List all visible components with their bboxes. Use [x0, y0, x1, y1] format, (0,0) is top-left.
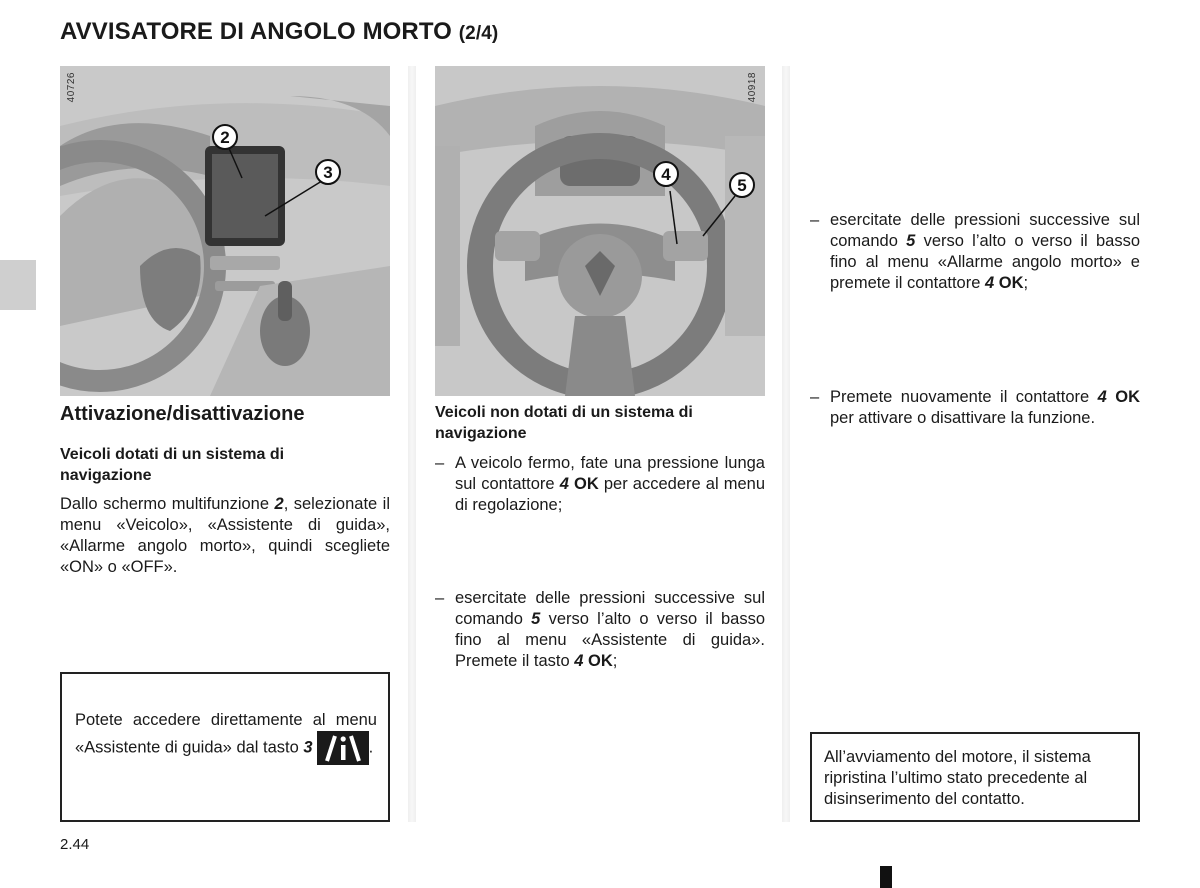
section-tab — [0, 260, 36, 310]
list-item: – esercitate delle pressioni successive sul comando 5 verso l’alto o verso il basso fino al menu «Assistente di guida». Premete il tasto 4 OK; — [435, 589, 765, 670]
figure-code: 40918 — [747, 72, 758, 103]
column-separator — [408, 66, 416, 822]
svg-text:2: 2 — [220, 128, 230, 147]
callout-5 — [730, 173, 754, 197]
note-box-shortcut — [60, 672, 390, 822]
thumb-marker — [880, 866, 892, 888]
callout-2 — [213, 125, 237, 149]
page-number: 2.44 — [60, 836, 90, 853]
paragraph-nav: Dallo schermo multifunzione 2, selezionate il menu «Veicolo», «Assistente di guida», «Allarme angolo morto», quindi scegliete «ON» o «OFF». — [60, 495, 391, 576]
callout-3 — [316, 160, 340, 184]
list-item: – Premete nuovamente il contattore 4 OK per attivare o disattivare la funzione. — [810, 388, 1140, 427]
note-text: Potete accedere direttamente al menu «Assistente di guida» dal tasto 3 . — [75, 710, 377, 765]
subheading-without-nav: Veicoli non dotati di un sistema di navigazione — [435, 404, 693, 442]
driving-assist-icon — [317, 731, 369, 765]
note-box-restore — [810, 732, 1140, 822]
dashboard-illustration — [60, 66, 390, 396]
note-text: All’avviamento del motore, il sistema ripristina l’ultimo stato precedente al disinserimento del contatto. — [824, 748, 1091, 808]
column-separator — [782, 66, 790, 822]
section-heading: Attivazione/disattivazione — [60, 403, 305, 425]
svg-text:4: 4 — [661, 165, 671, 184]
subheading-with-nav: Veicoli dotati di un sistema di navigazione — [60, 446, 285, 484]
figure-code: 40726 — [66, 72, 77, 103]
svg-text:5: 5 — [737, 176, 747, 195]
page-title: AVVISATORE DI ANGOLO MORTO (2/4) — [60, 18, 499, 45]
list-item: – A veicolo fermo, fate una pressione lunga sul contattore 4 OK per accedere al menu di regolazione; — [435, 454, 765, 514]
steering-wheel-illustration — [435, 66, 765, 396]
list-item: – esercitate delle pressioni successive sul comando 5 verso l’alto o verso il basso fino al menu «Allarme angolo morto» e premete il contattore 4 OK; — [810, 211, 1140, 292]
callout-4 — [654, 162, 678, 186]
svg-text:3: 3 — [323, 163, 333, 182]
